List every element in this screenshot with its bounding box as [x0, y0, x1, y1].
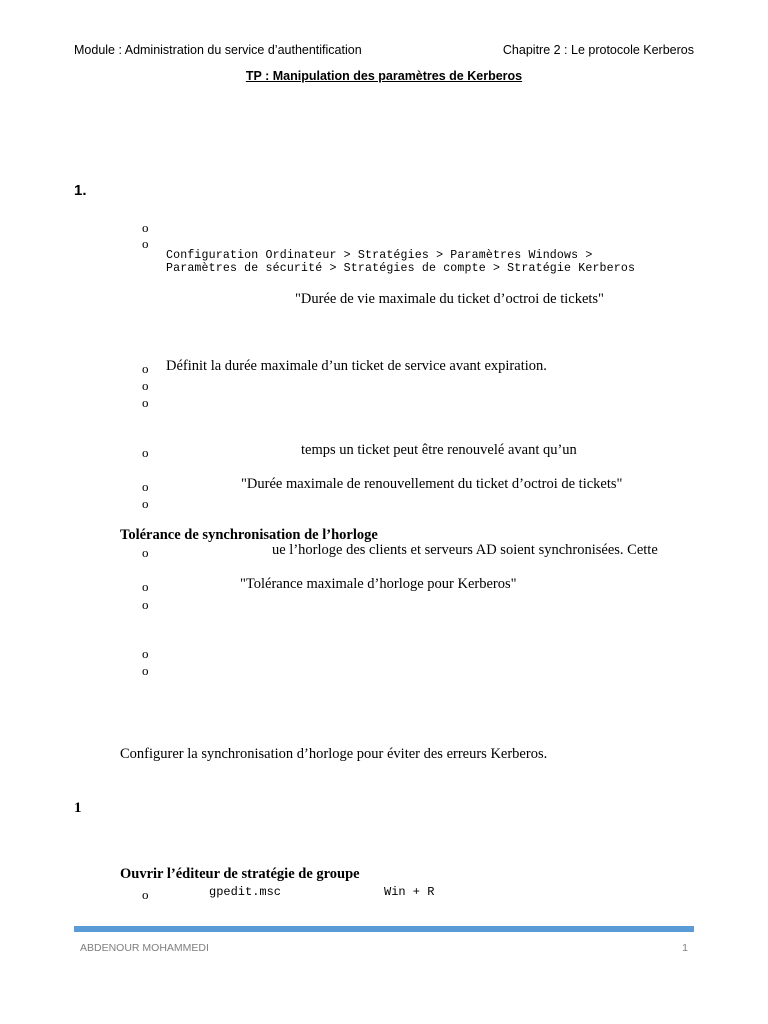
list-bullet: o	[142, 579, 149, 594]
footer-rule	[74, 926, 694, 932]
footer-author: ABDENOUR MOHAMMEDI	[80, 942, 209, 954]
list-bullet: o	[142, 545, 149, 560]
clock-goal-text: Configurer la synchronisation d’horloge pour éviter des erreurs Kerberos.	[120, 746, 548, 762]
list-bullet: o	[142, 378, 149, 393]
gpo-path-line-2: Paramètres de sécurité > Stratégies de compte > Stratégie Kerberos	[166, 262, 636, 275]
section-number: 1.	[74, 182, 87, 199]
setting-ticket-lifetime: "Durée de vie maximale du ticket d’octroi de tickets"	[295, 291, 604, 307]
list-bullet: o	[142, 597, 149, 612]
running-header-right: Chapitre 2 : Le protocole Kerberos	[502, 43, 694, 57]
gpo-path-line-1: Configuration Ordinateur > Stratégies > Paramètres Windows >	[166, 249, 593, 262]
list-bullet: o	[142, 887, 149, 902]
clock-text: ue l’horloge des clients et serveurs AD soient synchronisées. Cette	[272, 542, 658, 558]
list-bullet: o	[142, 646, 149, 661]
page-number: 1	[682, 942, 688, 954]
setting-clock: "Tolérance maximale d’horloge pour Kerberos"	[240, 576, 517, 592]
list-bullet: o	[142, 236, 149, 251]
list-bullet: o	[142, 663, 149, 678]
list-bullet: o	[142, 361, 149, 376]
keyboard-shortcut: Win + R	[384, 885, 435, 899]
clock-heading: Tolérance de synchronisation de l’horloge	[120, 527, 378, 543]
service-ticket-text: Définit la durée maximale d’un ticket de service avant expiration.	[166, 358, 547, 374]
renewal-text: temps un ticket peut être renouvelé avant qu’un	[301, 442, 577, 458]
list-bullet: o	[142, 220, 149, 235]
list-bullet: o	[142, 445, 149, 460]
setting-renewal: "Durée maximale de renouvellement du ticket d’octroi de tickets"	[241, 476, 623, 492]
command-gpedit: gpedit.msc	[209, 885, 282, 899]
list-bullet: o	[142, 479, 149, 494]
document-title: TP : Manipulation des paramètres de Kerberos	[245, 69, 523, 83]
gpo-editor-heading: Ouvrir l’éditeur de stratégie de groupe	[120, 866, 360, 882]
section-number: 1	[74, 800, 82, 816]
list-bullet: o	[142, 395, 149, 410]
list-bullet: o	[142, 496, 149, 511]
running-header-left: Module : Administration du service d’authentification	[74, 43, 362, 57]
